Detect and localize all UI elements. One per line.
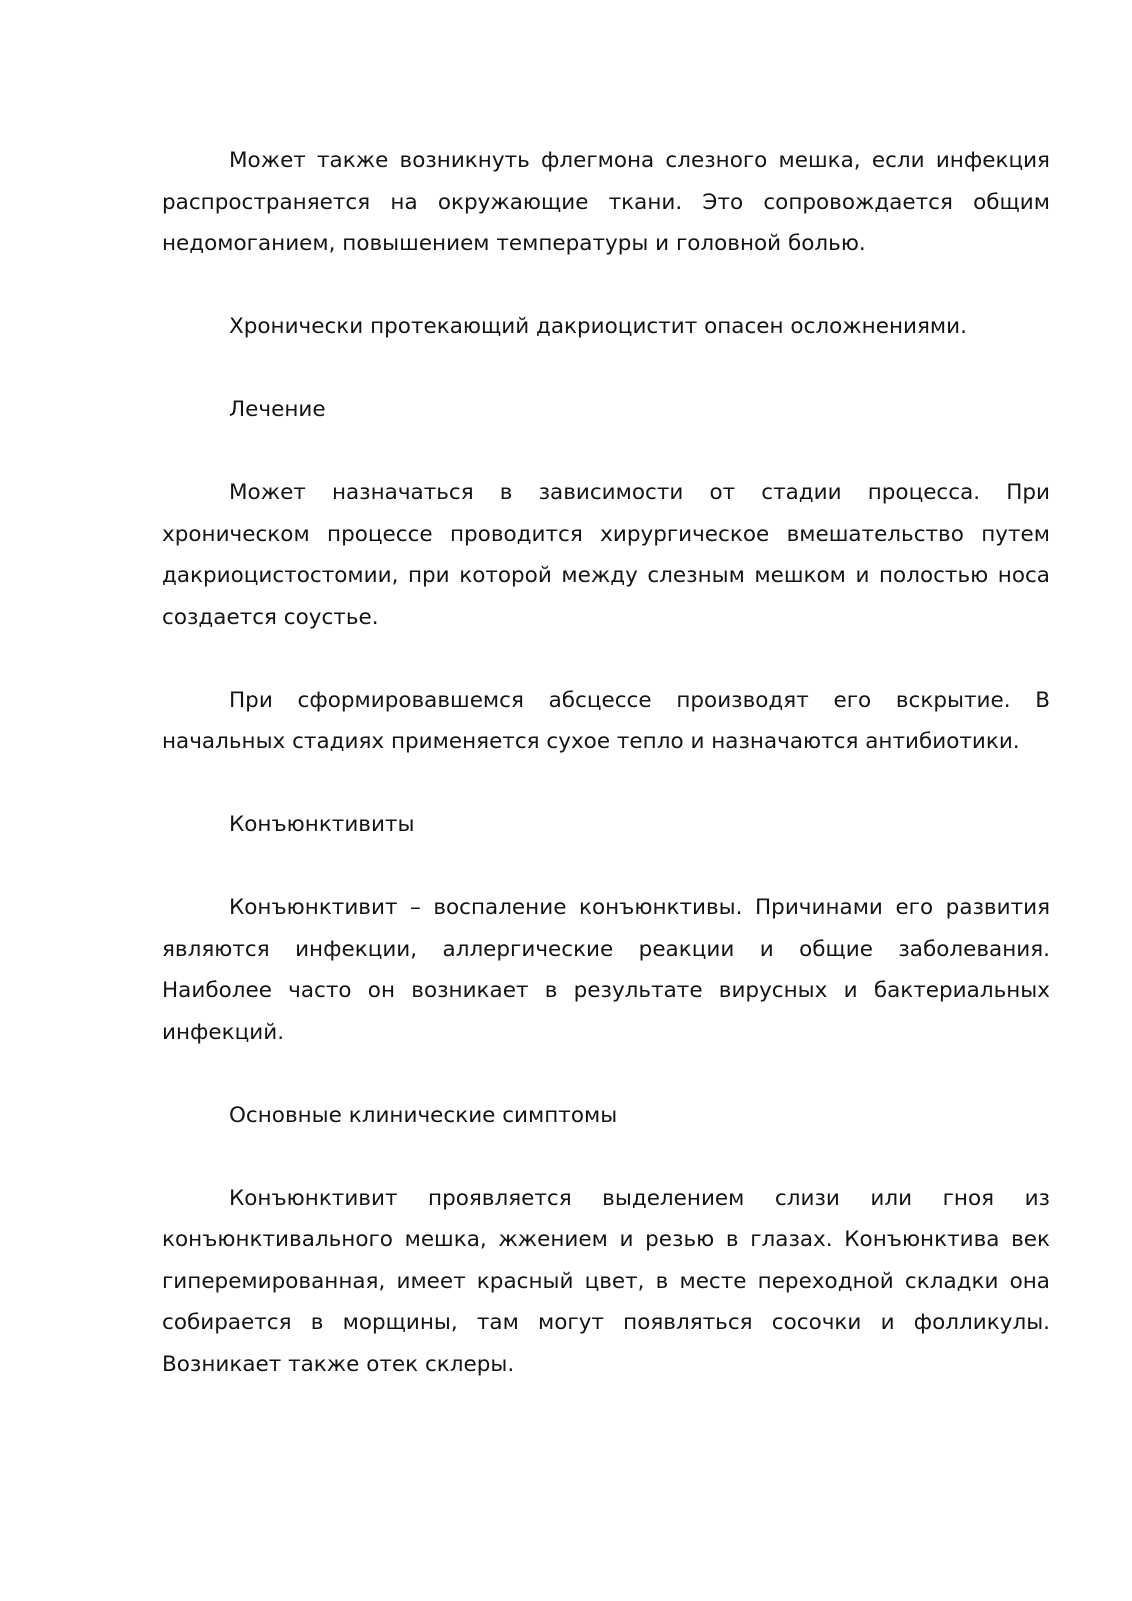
paragraph-symptoms: Конъюнктивит проявляется выделением слизи или гноя из конъюнктивального мешка, жжением и резью в глазах. Конъюнктива век гиперемированная, имеет красный цвет, в месте переходной складки она собирается в морщины, там могут появляться сосочки и фолликулы. Возникает также отек склеры.	[162, 1185, 1050, 1377]
paragraph-conjunctivitis-definition: Конъюнктивит – воспаление конъюнктивы. Причинами его развития являются инфекции, аллергические реакции и общие заболевания. Наиболее часто он возникает в результате вирусных и бактериальных инфекций.	[162, 895, 1050, 1045]
paragraph-phlegmon: Может также возникнуть флегмона слезного мешка, если инфекция распространяется на окружающие ткани. Это сопровождается общим недомоганием, повышением температуры и головной болью.	[162, 148, 1050, 256]
paragraph-treatment-stages: Может назначаться в зависимости от стадии процесса. При хроническом процессе проводится хирургическое вмешательство путем дакриоцистостомии, при которой между слезным мешком и полостью носа создается соустье.	[162, 480, 1050, 630]
paragraph-chronic-dacryocystitis: Хронически протекающий дакриоцистит опасен осложнениями.	[229, 314, 967, 339]
document-body	[162, 140, 1050, 1385]
heading-clinical-symptoms: Основные клинические симптомы	[229, 1102, 618, 1128]
heading-treatment: Лечение	[229, 397, 326, 422]
paragraph-abscess: При сформировавшемся абсцессе производят его вскрытие. В начальных стадиях применяется сухое тепло и назначаются антибиотики.	[162, 687, 1050, 754]
heading-conjunctivitis: Конъюнктивиты	[229, 812, 415, 837]
